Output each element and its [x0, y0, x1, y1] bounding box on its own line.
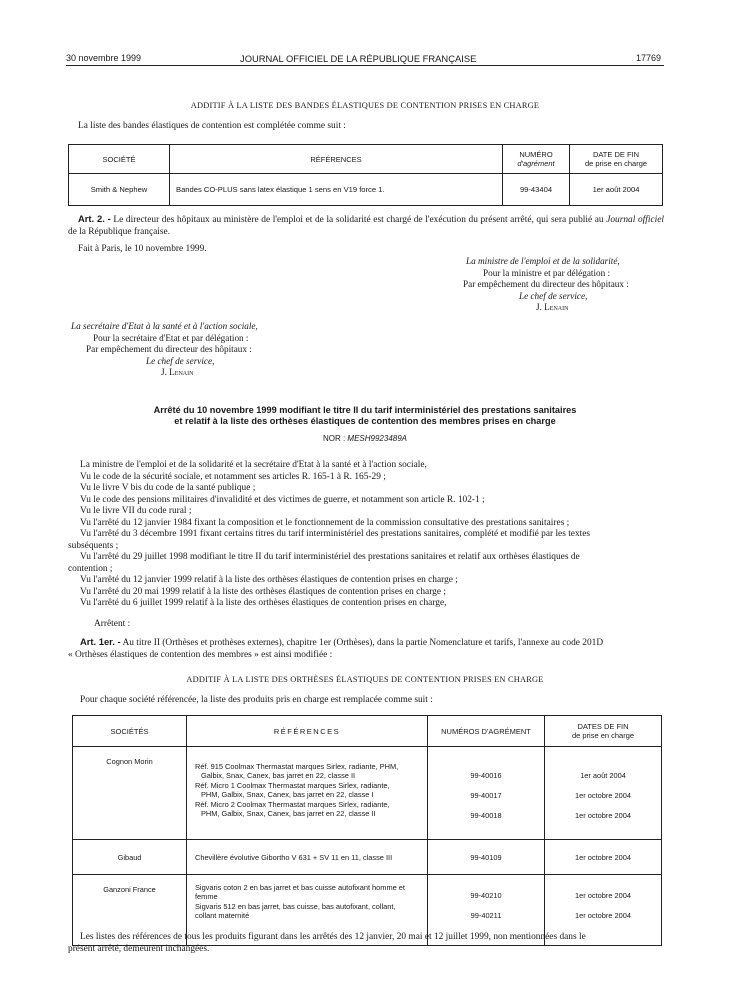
ref-text: Galbix, Snax, Canex, bas jarret en 22, classe II [201, 771, 356, 781]
table-header-row [69, 145, 663, 174]
ref-text: femme [195, 892, 218, 902]
visa-line: subséquents ; [68, 540, 119, 551]
header-rule [66, 65, 664, 66]
visas [68, 460, 664, 610]
addendum-bandes-title: ADDITIF À LA LISTE DES BANDES ÉLASTIQUES DE CONTENTION PRISES EN CHARGE [190, 101, 540, 110]
table-row [73, 840, 662, 875]
nor [66, 434, 664, 443]
signature-secretaire [71, 321, 331, 379]
cell-dates: 1er octobre 2004 [545, 840, 662, 875]
visa-line: La ministre de l'emploi et de la solidarité et la secrétaire d'Etat à la santé et à l'action sociale, [80, 460, 427, 470]
header-date: 30 novembre 1999 [66, 53, 142, 63]
arrete-title [66, 405, 664, 426]
article-1-text-2: « Orthèses élastiques de contention des membres » est ainsi modifiée : [68, 649, 333, 660]
numero-agrement: 99-40211 [470, 911, 502, 920]
visa-line: contention ; [68, 563, 113, 574]
arretent: Arrêtent : [94, 619, 131, 629]
date-fin: 1er octobre 2004 [575, 811, 631, 820]
ref-text: collant maternité [195, 911, 250, 921]
table-header-row [73, 716, 662, 747]
sig-ministre-line3: Par empêchement du directeur des hôpitaux : [463, 279, 629, 289]
date-fin: 1er octobre 2004 [575, 891, 631, 900]
col-numero [503, 145, 570, 174]
numero-agrement: 99-40016 [470, 771, 502, 780]
article-2-text-end: de la République française. [68, 226, 171, 237]
table-row [73, 747, 662, 840]
arrete-title-line1: Arrêté du 10 novembre 1999 modifiant le titre II du tarif interministériel des prestations sanitaires [153, 405, 577, 415]
numero-agrement: 99-40210 [470, 891, 502, 900]
ref-text: PHM, Galbix, Snax, Canex, bas jarret en 22, classe II [201, 809, 376, 819]
date-fin: 1er octobre 2004 [575, 791, 631, 800]
col-dates-line1: DATES DE FIN [577, 722, 629, 731]
cell-societe: Ganzoni France [73, 875, 187, 946]
visa-line: Vu le code des pensions militaires d'invalidité et des victimes de guerre, et notamment son article R. 102-1 ; [80, 494, 485, 505]
visa-line: Vu l'arrêté du 20 mai 1999 relatif à la liste des orthèses élastiques de contention prises en charge ; [80, 586, 446, 597]
arrete-title-line2: et relatif à la liste des orthèses élastiques de contention des membres prises en charge [174, 415, 556, 426]
col-numero-line1: NUMÉRO [519, 150, 553, 159]
sig-secretaire-line1: La secrétaire d'Etat à la santé et à l'action sociale, [71, 321, 258, 331]
sig-ministre-line4: Le chef de service, [519, 290, 588, 301]
sig-ministre-line1: La ministre de l'emploi et de la solidarité, [466, 256, 620, 266]
visa-line: Vu l'arrêté du 12 janvier 1999 relatif à la liste des orthèses élastiques de contention prises en charge ; [80, 575, 458, 585]
cell-societe: Cognon Morin [73, 747, 187, 840]
article-1 [68, 636, 664, 661]
visa-line: Vu le code de la sécurité sociale, et notamment ses articles R. 165-1 à R. 165-29 ; [80, 471, 386, 482]
article-2-label: Art. 2. - [78, 213, 111, 224]
visa-line: Vu le livre V bis du code de la santé publique ; [80, 483, 256, 493]
numero-agrement: 99-40017 [470, 791, 502, 800]
ortheses-table [72, 715, 662, 946]
ref-text: Sigvaris coton 2 en bas jarret et bas cuisse autofixant homme et [195, 883, 405, 892]
ref-text: Réf. Micro 1 Coolmax Thermastat marques Sirlex, radiante, [195, 780, 390, 790]
visa-line: Vu l'arrêté du 29 juillet 1998 modifiant le titre II du tarif interministériel des prestations sanitaires et relatif aux orthèses élastiques de [80, 552, 580, 562]
nor-label: NOR : [322, 434, 348, 443]
journal-title: JOURNAL OFFICIEL DE LA RÉPUBLIQUE FRANÇAISE [240, 53, 477, 64]
sig-secretaire-line2: Pour la secrétaire d'Etat et par délégation : [93, 332, 249, 343]
cell-date: 1er août 2004 [570, 174, 663, 206]
ref-text: Réf. Micro 2 Coolmax Thermastat marques Sirlex, radiante, [195, 799, 390, 809]
date-fin: 1er octobre 2004 [575, 911, 631, 920]
article-2-text: Le directeur des hôpitaux au ministère de l'emploi et de la solidarité est chargé de l'exécution du présent arrêté, qui sera publié au [110, 215, 607, 225]
nor-code: MESH9923489A [347, 434, 408, 443]
footer-line2: présent arrêté, demeurent inchangées. [68, 943, 210, 954]
sig-ministre-name: J. Lenain [536, 302, 569, 312]
sig-ministre-line2: Pour la ministre et par délégation : [483, 267, 611, 278]
sig-secretaire-line4: Le chef de service, [146, 355, 215, 366]
bandes-table [68, 144, 663, 206]
col-references: RÉFÉRENCES [187, 716, 428, 747]
cell-reference: Bandes CO-PLUS sans latex élastique 1 sens en V19 force 1. [170, 174, 503, 206]
cell-references [187, 747, 428, 840]
sig-secretaire-name: J. Lenain [161, 367, 194, 377]
date-fin: 1er août 2004 [580, 771, 626, 780]
reference-item [195, 883, 423, 902]
reference-item [195, 902, 423, 921]
ref-text: Sigvaris 512 en bas jarret, bas cuisse, bas autofixant, collant, [195, 901, 396, 911]
visa-line: Vu l'arrêté du 3 décembre 1991 fixant certains titres du tarif interministériel des prestations sanitaires, complété et modifié par les textes [80, 529, 591, 539]
reference-item [195, 800, 423, 819]
footer-line1: Les listes des références de tous les produits figurant dans les arrêtés des 12 janvier, 20 mai et 12 juillet 1999, non mentionnées dans le [80, 932, 586, 942]
ref-text: Réf. 915 Coolmax Thermastat marques Sirlex, radiante, PHM, [195, 762, 399, 771]
col-dates-line2: de prise en charge [571, 731, 635, 740]
visa-line: Vu l'arrêté du 12 janvier 1984 fixant la composition et le fonctionnement de la commission consultative des prestations sanitaires ; [80, 517, 570, 528]
article-2 [68, 213, 664, 238]
visa-line: Vu le livre VII du code rural ; [80, 506, 192, 516]
col-date-fin [570, 145, 663, 174]
col-societes: SOCIÉTÉS [73, 716, 187, 747]
addendum-ortheses-title: ADDITIF À LA LISTE DES ORTHÈSES ÉLASTIQUES DE CONTENTION PRISES EN CHARGE [186, 675, 544, 684]
reference-item [195, 762, 423, 781]
cell-societe: Smith & Nephew [69, 174, 170, 206]
sig-secretaire-line3: Par empêchement du directeur des hôpitaux : [86, 344, 252, 354]
col-date-line1: DATE DE FIN [592, 150, 640, 159]
col-numeros: NUMÉROS D'AGRÉMENT [428, 716, 545, 747]
table-row [69, 174, 663, 206]
cell-numeros [428, 747, 545, 840]
reference-item [195, 781, 423, 800]
col-date-line2: de prise en charge [584, 159, 648, 168]
signature-ministre [463, 256, 686, 314]
col-dates [545, 716, 662, 747]
fait-a-paris: Fait à Paris, le 10 novembre 1999. [78, 244, 207, 254]
col-numero-line2: d'agrément [517, 159, 555, 168]
article-1-label: Art. 1er. - [80, 636, 121, 647]
cell-numero: 99-43404 [503, 174, 570, 206]
footer-note [68, 932, 664, 955]
col-societe: SOCIÉTÉ [69, 145, 170, 174]
cell-dates [545, 747, 662, 840]
cell-numeros: 99-40109 [428, 840, 545, 875]
visa-line: Vu l'arrêté du 6 juillet 1999 relatif à la liste des orthèses élastiques de contention prises en charge, [80, 598, 447, 608]
cell-references: Chevillère évolutive Gibortho V 631 + SV 11 en 11, classe III [187, 840, 428, 875]
ref-text: PHM, Galbix, Snax, Canex, bas jarret en 22, classe I [201, 790, 374, 800]
article-2-journal: Journal officiel [606, 215, 664, 225]
cell-societe: Gibaud [73, 840, 187, 875]
addendum-ortheses-intro: Pour chaque société référencée, la liste des produits pris en charge est remplacée comme suit : [80, 695, 433, 705]
col-references: RÉFÉRENCES [170, 145, 503, 174]
page-number: 17769 [636, 53, 662, 63]
addendum-bandes-intro: La liste des bandes élastiques de contention est complétée comme suit : [78, 121, 346, 131]
numero-agrement: 99-40018 [470, 811, 502, 820]
article-1-text: Au titre II (Orthèses et prothèses externes), chapitre 1er (Orthèses), dans la partie Nomenclature et tarifs, l'annexe au code 201D [120, 638, 604, 648]
